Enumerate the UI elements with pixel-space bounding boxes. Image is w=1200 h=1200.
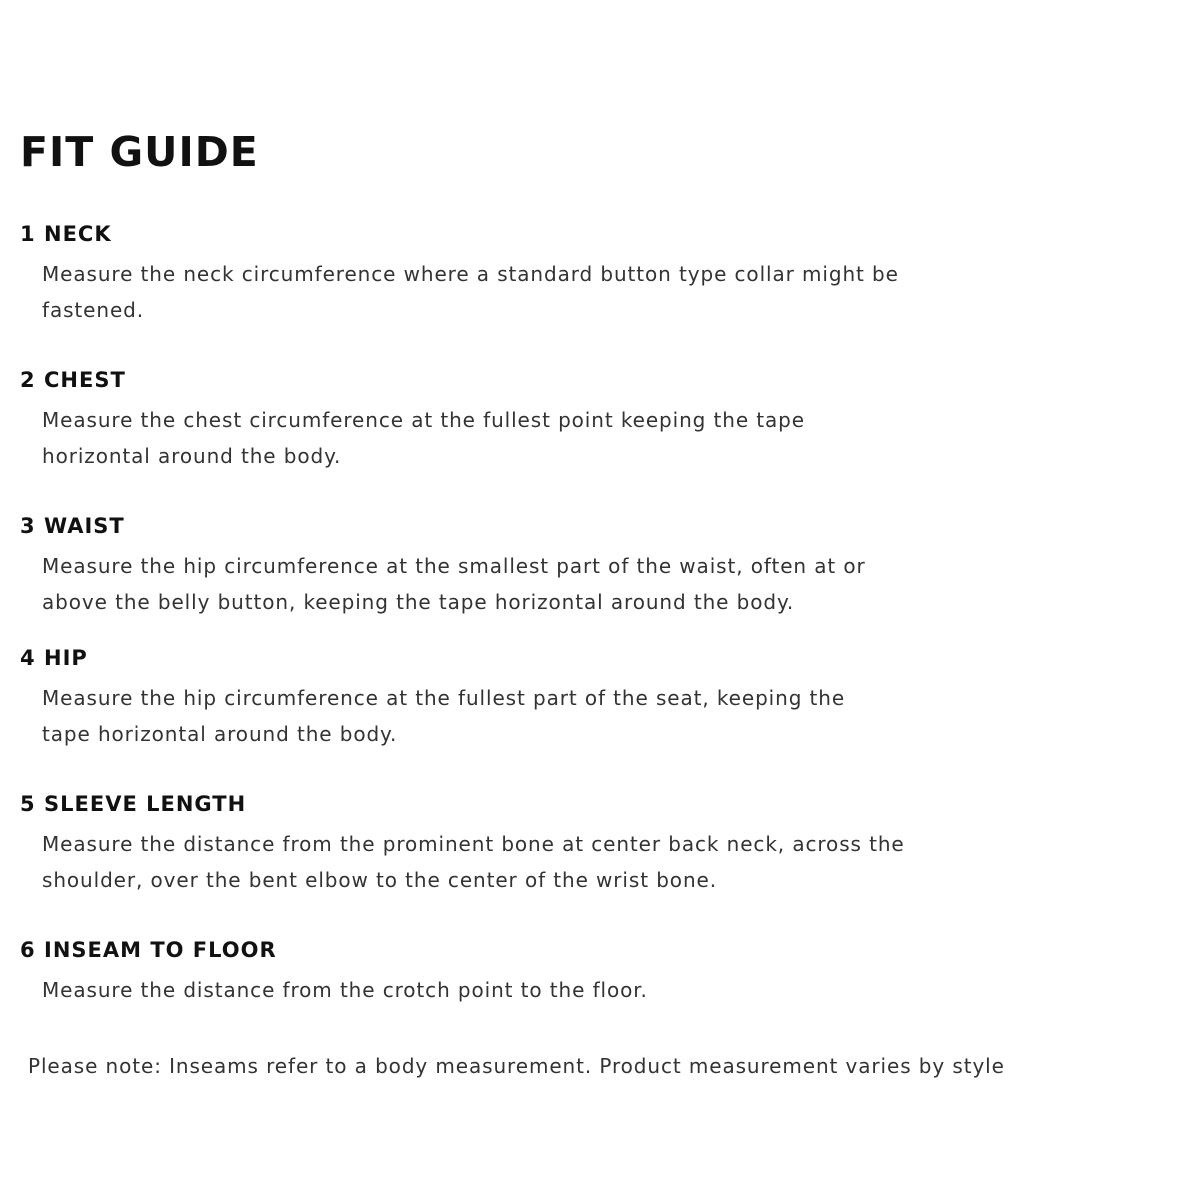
section-number: 4 (20, 646, 36, 670)
section-description: Measure the hip circumference at the smallest part of the waist, often at or above the belly button, keeping the tape horizontal around the body. (42, 554, 866, 614)
section-neck (20, 220, 920, 328)
section-heading (20, 220, 920, 248)
section-title: HIP (44, 646, 88, 670)
section-title: INSEAM TO FLOOR (44, 938, 277, 962)
section-description: Measure the distance from the crotch point to the floor. (42, 978, 648, 1002)
section-number: 3 (20, 514, 36, 538)
section-description: Measure the hip circumference at the fullest part of the seat, keeping the tape horizontal around the body. (42, 686, 846, 746)
section-sleeve-length (20, 790, 920, 898)
section-title: WAIST (44, 514, 125, 538)
section-heading (20, 644, 920, 672)
section-title: SLEEVE LENGTH (44, 792, 247, 816)
section-title: NECK (44, 222, 112, 246)
section-heading (20, 936, 920, 964)
section-number: 1 (20, 222, 36, 246)
section-chest (20, 366, 920, 474)
page-title: FIT GUIDE (20, 128, 259, 176)
section-number: 6 (20, 938, 36, 962)
section-heading (20, 512, 920, 540)
section-number: 5 (20, 792, 36, 816)
section-hip (20, 644, 920, 752)
section-description: Measure the chest circumference at the fullest point keeping the tape horizontal around the body. (42, 408, 805, 468)
section-description: Measure the neck circumference where a standard button type collar might be fastened. (42, 262, 899, 322)
section-heading (20, 366, 920, 394)
section-number: 2 (20, 368, 36, 392)
footnote: Please note: Inseams refer to a body measurement. Product measurement varies by style (28, 1054, 1005, 1078)
section-waist (20, 512, 920, 620)
section-title: CHEST (44, 368, 126, 392)
section-description: Measure the distance from the prominent bone at center back neck, across the shoulder, over the bent elbow to the center of the wrist bone. (42, 832, 905, 892)
section-heading (20, 790, 920, 818)
section-inseam-to-floor (20, 936, 920, 1008)
